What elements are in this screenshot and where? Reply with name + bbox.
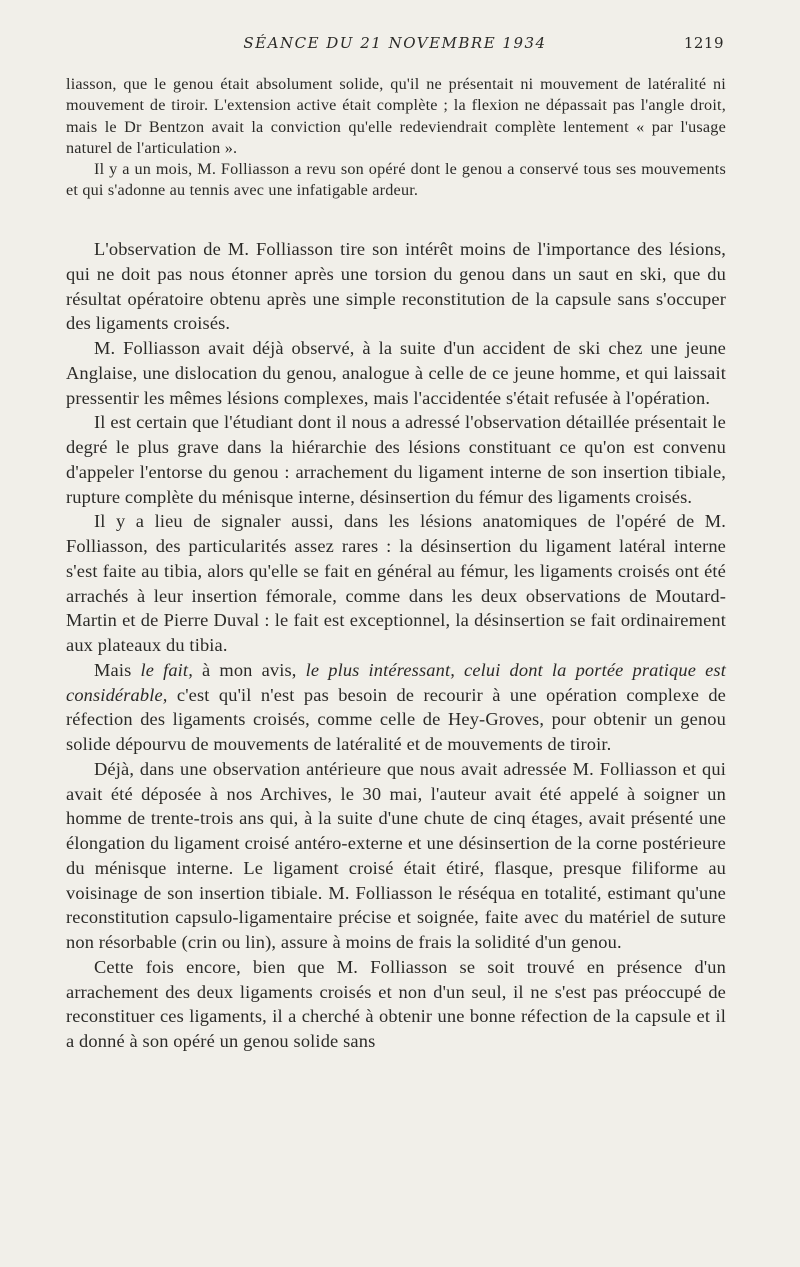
running-title: SÉANCE DU 21 NOVEMBRE 1934: [243, 34, 547, 52]
italic-run: le fait,: [140, 659, 193, 680]
body-paragraph: L'observation de M. Folliasson tire son intérêt moins de l'importance des lésions, qui ne doit pas nous étonner après une torsion du genou dans un saut en ski, que du résultat opératoire obtenu après une simple reconstitution de la capsule sans s'occuper des ligaments croisés.: [66, 239, 726, 334]
body-text: [66, 237, 726, 1054]
body-paragraph: Cette fois encore, bien que M. Folliasson se soit trouvé en présence d'un arrachement des deux ligaments croisés et non d'un seul, il ne s'est pas préoccupé de reconstituer ces ligaments, il a cherché à obtenir une bonne réfection de la capsule et il a donné à son opéré un genou solide sans: [66, 956, 726, 1051]
running-header: [66, 34, 724, 58]
body-paragraph: Déjà, dans une observation antérieure que nous avait adressée M. Folliasson et qui avait été déposée à nos Archives, le 30 mai, l'auteur avait été appelé à soigner un homme de trente-trois ans qui, à la suite d'une chute de cinq étages, avait présenté une élongation du ligament croisé antéro-externe et une désinsertion de la corne postérieure du ménisque interne. Le ligament croisé était étiré, flasque, presque filiforme au voisinage de son insertion tibiale. M. Folliasson le réséqua en totalité, estimant qu'une reconstitution capsulo-ligamentaire précise et soignée, faite avec du matériel de suture non résorbable (crin ou lin), assure à moins de frais la solidité d'un genou.: [66, 758, 726, 952]
small-paragraph: liasson, que le genou était absolument solide, qu'il ne présentait ni mouvement de latéralité ni mouvement de tiroir. L'extension active était complète ; la flexion ne dépassait pas l'angle droit, mais le Dr Bentzon avait la conviction qu'elle redeviendrait complète lentement « par l'usage naturel de l'articulation ».: [66, 75, 726, 157]
body-paragraph: Il y a lieu de signaler aussi, dans les lésions anatomiques de l'opéré de M. Folliasson, des particularités assez rares : la désinsertion du ligament latéral interne s'est faite au tibia, alors qu'elle se fait en général au fémur, les ligaments croisés ont été arrachés à leur insertion fémorale, comme dans les deux observations de Moutard-Martin et de Pierre Duval : le fait est exceptionnel, la désinsertion se fait ordinairement aux plateaux du tibia.: [66, 511, 726, 655]
page-number: 1219: [683, 34, 724, 52]
body-paragraph: Il est certain que l'étudiant dont il nous a adressé l'observation détaillée présentait le degré le plus grave dans la hiérarchie des lésions constituant ce qu'on est convenu d'appeler l'entorse du genou : arrachement du ligament interne de son insertion tibiale, rupture complète du ménisque interne, désinsertion du fémur des ligaments croisés.: [66, 412, 726, 507]
italic-run: le plus intéressant, celui dont la portée pratique est considérable,: [66, 659, 726, 705]
quoted-observation-text: [66, 74, 726, 202]
text-run: à mon avis,: [192, 659, 306, 680]
small-paragraph: Il y a un mois, M. Folliasson a revu son opéré dont le genou a conservé tous ses mouvements et qui s'adonne au tennis avec une infatigable ardeur.: [66, 160, 726, 200]
body-paragraph-italic: [66, 658, 726, 757]
text-run: c'est qu'il n'est pas besoin de recourir à une opération complexe de réfection des ligaments croisés, comme celle de Hey-Groves, pour obtenir un genou solide dépourvu de mouvements de latéralité et de mouvements de tiroir.: [66, 684, 726, 754]
text-run: Mais: [94, 659, 141, 680]
body-paragraph: M. Folliasson avait déjà observé, à la suite d'un accident de ski chez une jeune Anglaise, une dislocation du genou, analogue à celle de ce jeune homme, et qui laissait pressentir les mêmes lésions complexes, mais l'accidentée s'était refusée à l'opération.: [66, 338, 726, 408]
